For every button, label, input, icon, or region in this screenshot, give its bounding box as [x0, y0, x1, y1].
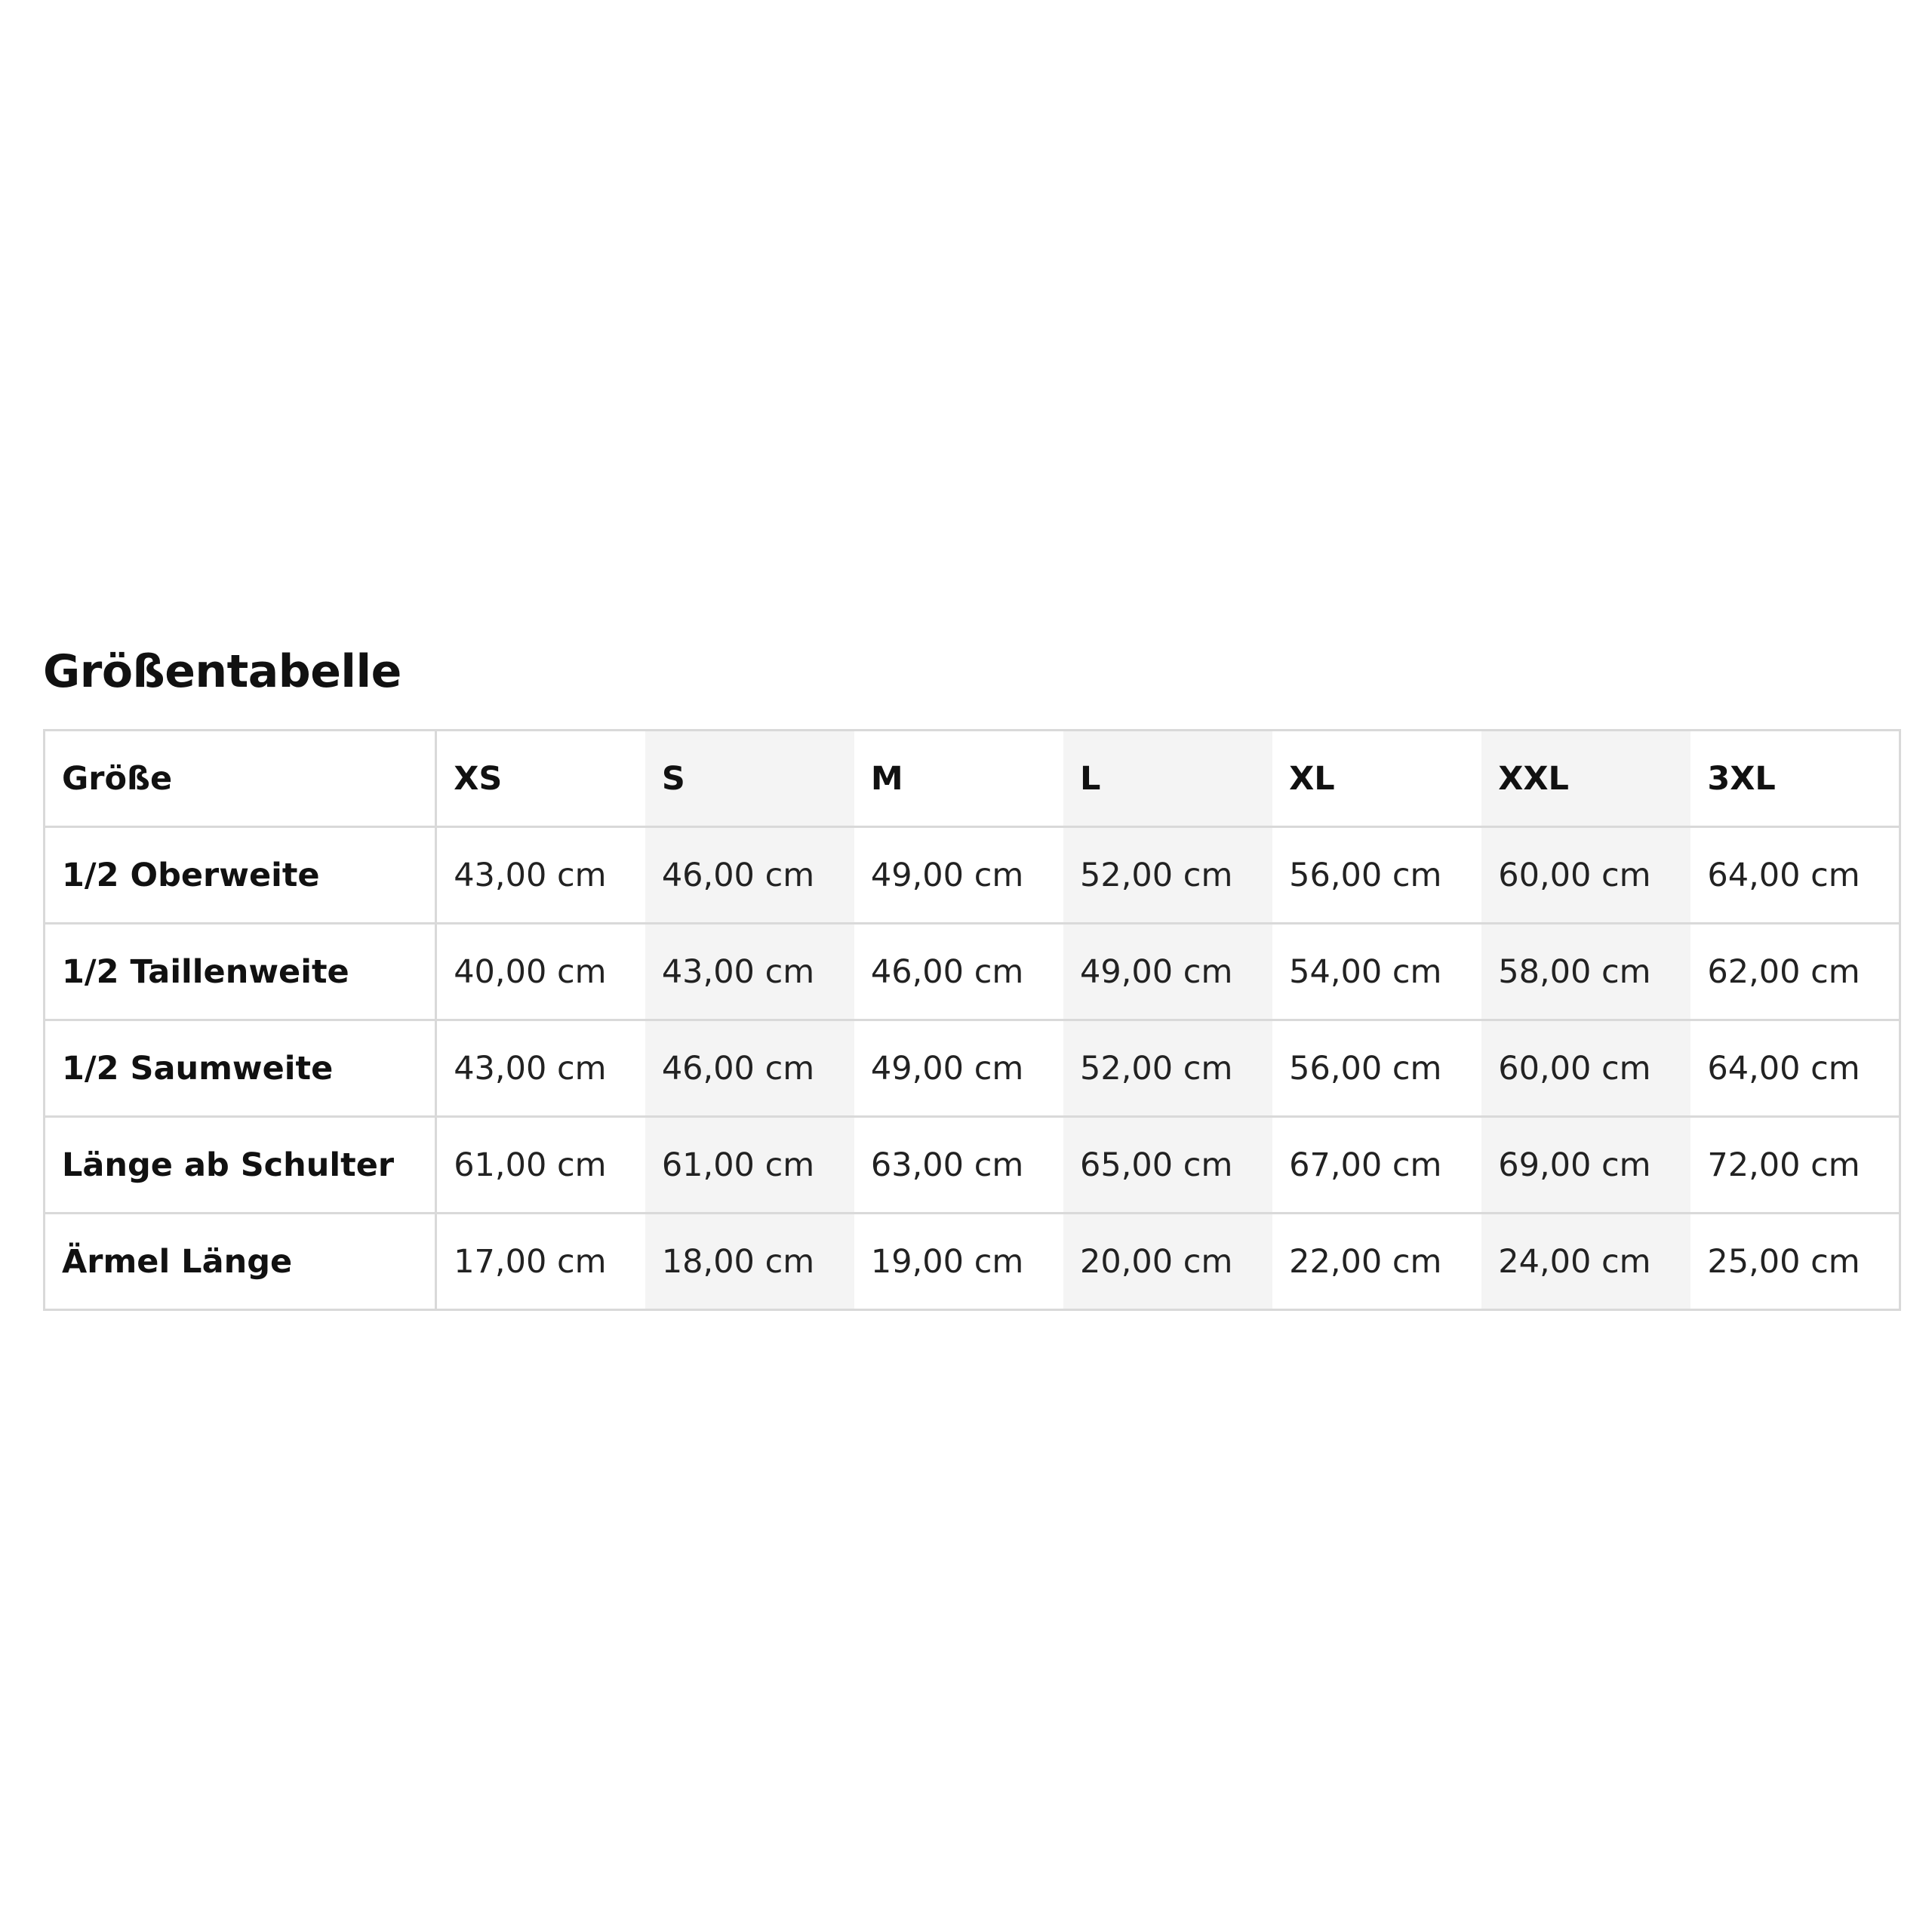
- table-row: [45, 924, 1900, 1020]
- table-cell: 49,00 cm: [854, 827, 1063, 924]
- table-cell: 46,00 cm: [645, 1020, 854, 1117]
- table-cell: 46,00 cm: [645, 827, 854, 924]
- row-label: 1/2 Saumweite: [45, 1020, 436, 1117]
- table-cell: 61,00 cm: [436, 1117, 645, 1214]
- table-cell: 24,00 cm: [1481, 1214, 1690, 1310]
- table-cell: 49,00 cm: [854, 1020, 1063, 1117]
- size-chart-section: [43, 638, 1901, 1281]
- table-cell: 58,00 cm: [1481, 924, 1690, 1020]
- table-cell: 52,00 cm: [1063, 827, 1272, 924]
- size-header: L: [1063, 731, 1272, 827]
- table-cell: 62,00 cm: [1690, 924, 1900, 1020]
- table-cell: 17,00 cm: [436, 1214, 645, 1310]
- table-cell: 65,00 cm: [1063, 1117, 1272, 1214]
- size-header: 3XL: [1690, 731, 1900, 827]
- size-header: XXL: [1481, 731, 1690, 827]
- table-cell: 43,00 cm: [436, 1020, 645, 1117]
- size-header: XL: [1272, 731, 1481, 827]
- table-cell: 60,00 cm: [1481, 1020, 1690, 1117]
- table-cell: 19,00 cm: [854, 1214, 1063, 1310]
- row-label: 1/2 Oberweite: [45, 827, 436, 924]
- table-row: [45, 1020, 1900, 1117]
- table-cell: 54,00 cm: [1272, 924, 1481, 1020]
- table-cell: 18,00 cm: [645, 1214, 854, 1310]
- table-cell: 46,00 cm: [854, 924, 1063, 1020]
- table-cell: 60,00 cm: [1481, 827, 1690, 924]
- table-cell: 22,00 cm: [1272, 1214, 1481, 1310]
- table-cell: 43,00 cm: [436, 827, 645, 924]
- table-row: [45, 827, 1900, 924]
- table-cell: 64,00 cm: [1690, 827, 1900, 924]
- row-label: 1/2 Taillenweite: [45, 924, 436, 1020]
- table-cell: 64,00 cm: [1690, 1020, 1900, 1117]
- table-cell: 25,00 cm: [1690, 1214, 1900, 1310]
- table-cell: 67,00 cm: [1272, 1117, 1481, 1214]
- table-cell: 56,00 cm: [1272, 827, 1481, 924]
- size-header: XS: [436, 731, 645, 827]
- size-header: S: [645, 731, 854, 827]
- table-cell: 56,00 cm: [1272, 1020, 1481, 1117]
- table-cell: 69,00 cm: [1481, 1117, 1690, 1214]
- row-label: Länge ab Schulter: [45, 1117, 436, 1214]
- table-cell: 63,00 cm: [854, 1117, 1063, 1214]
- corner-header: Größe: [45, 731, 436, 827]
- table-cell: 20,00 cm: [1063, 1214, 1272, 1310]
- page-title: Größentabelle: [43, 645, 401, 698]
- table-cell: 52,00 cm: [1063, 1020, 1272, 1117]
- table-cell: 43,00 cm: [645, 924, 854, 1020]
- size-table: [43, 729, 1901, 1311]
- table-cell: 72,00 cm: [1690, 1117, 1900, 1214]
- table-header-row: [45, 731, 1900, 827]
- size-header: M: [854, 731, 1063, 827]
- row-label: Ärmel Länge: [45, 1214, 436, 1310]
- table-cell: 40,00 cm: [436, 924, 645, 1020]
- table-row: [45, 1214, 1900, 1310]
- table-cell: 61,00 cm: [645, 1117, 854, 1214]
- table-row: [45, 1117, 1900, 1214]
- table-cell: 49,00 cm: [1063, 924, 1272, 1020]
